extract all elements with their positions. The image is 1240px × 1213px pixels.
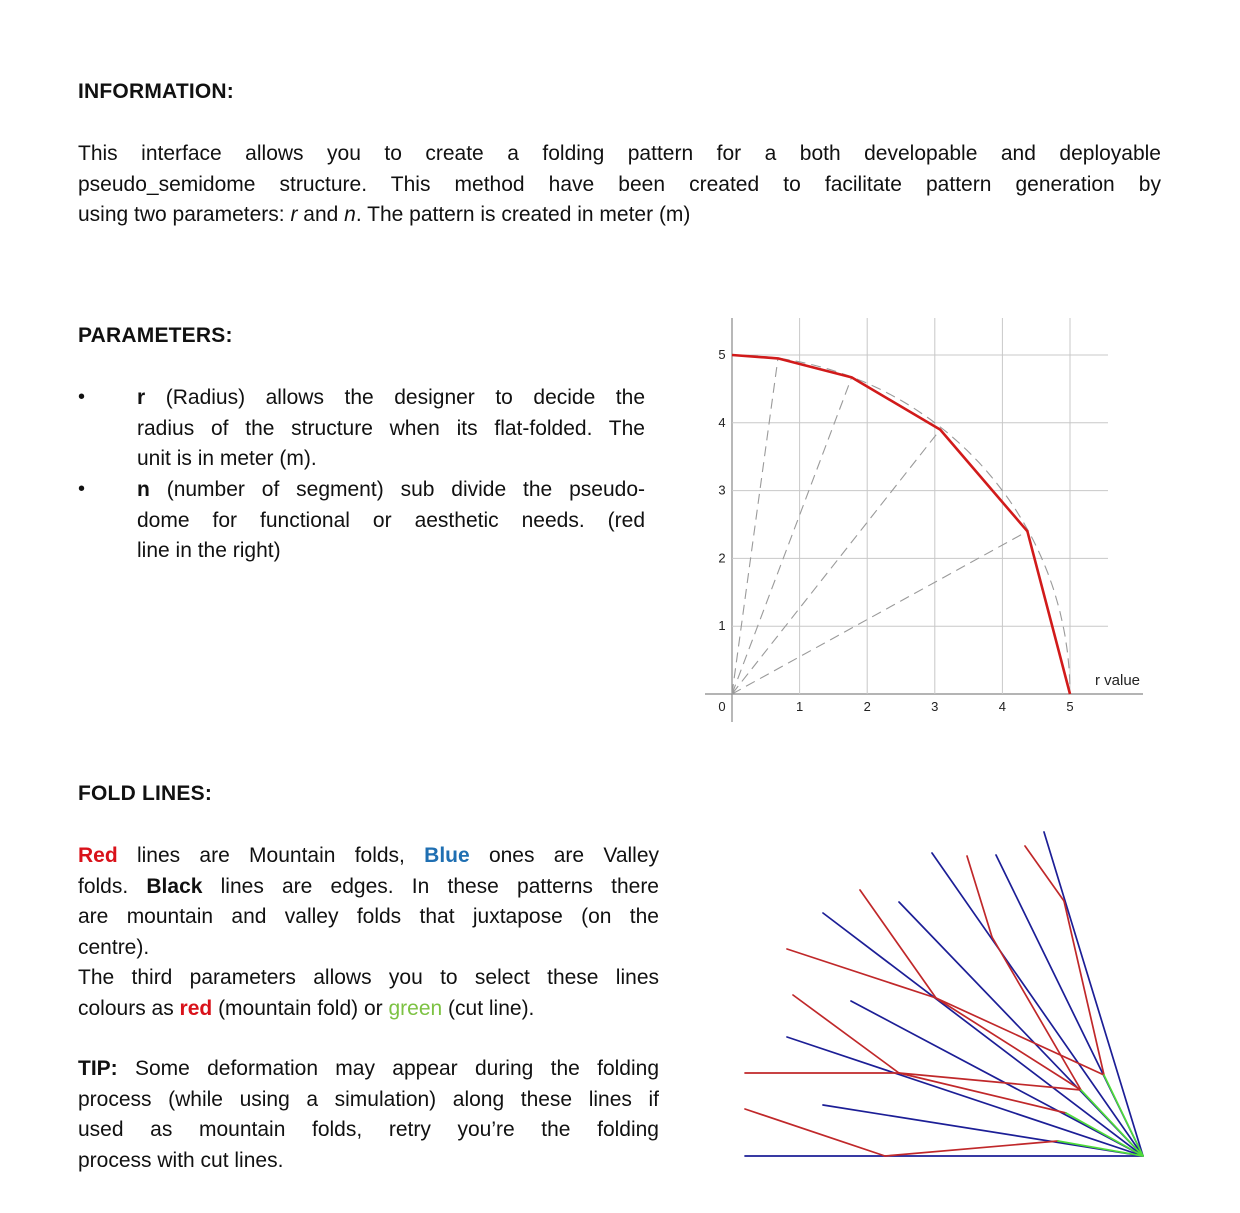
- y-tick-label: 3: [718, 482, 726, 498]
- text-fragment: using two parameters:: [78, 203, 291, 226]
- pattern-lines: [745, 832, 1143, 1156]
- y-tick-label: 4: [718, 414, 726, 430]
- bullet-symbol: •: [78, 386, 86, 408]
- pattern-line: [932, 853, 1143, 1156]
- pattern-line: [1044, 832, 1143, 1156]
- text-fragment: (Radius) allows the designer to decide the: [145, 386, 645, 409]
- text-fragment: folds.: [78, 874, 147, 898]
- fold-line-5: The third parameters allows you to select these lines: [78, 966, 659, 989]
- x-tick-label: 0: [718, 699, 726, 714]
- fold-lines-heading: FOLD LINES:: [78, 782, 213, 805]
- pattern-line: [787, 1037, 1143, 1156]
- text-fragment: lines are edges. In these patterns there: [202, 874, 659, 898]
- tip-line-2: process (while using a simulation) along these lines if: [78, 1087, 659, 1111]
- x-tick-label: 5: [1066, 699, 1074, 714]
- text-fragment: (number of segment) sub divide the pseudo-: [149, 478, 645, 501]
- text-fragment: (mountain fold) or: [212, 996, 389, 1020]
- green-label: green: [388, 996, 443, 1020]
- pattern-line: [936, 998, 1081, 1090]
- black-label: Black: [146, 874, 203, 898]
- y-tick-label: 1: [718, 618, 726, 634]
- text-fragment: colours as: [78, 996, 180, 1020]
- text-fragment: and: [297, 203, 345, 226]
- y-tick-label: 2: [718, 550, 726, 566]
- parameters-heading: PARAMETERS:: [78, 324, 233, 347]
- param-n-italic: n: [344, 203, 356, 226]
- text-fragment: . The pattern is created in meter (m): [355, 203, 691, 226]
- fold-line-3: are mountain and valley folds that juxtapose (on the: [78, 905, 659, 928]
- text-fragment: lines are Mountain folds,: [117, 844, 425, 867]
- pattern-line: [793, 995, 899, 1073]
- text-fragment: ones are Valley: [469, 844, 660, 867]
- pattern-line: [787, 949, 936, 998]
- red-label: Red: [78, 844, 118, 867]
- tip-label: TIP:: [78, 1057, 118, 1080]
- parameter-r-line-2: radius of the structure when its flat-folded. The: [137, 416, 645, 440]
- y-tick-label: 5: [718, 347, 726, 362]
- x-tick-label: 3: [931, 699, 939, 714]
- information-line-1: This interface allows you to create a folding pattern for a both developable and deployable: [78, 142, 1161, 165]
- param-key: r: [137, 386, 146, 409]
- x-axis-label: r value: [1095, 672, 1141, 689]
- information-line-2: pseudo_semidome structure. This method have been created to facilitate pattern generation by: [78, 172, 1161, 196]
- x-tick-label: 2: [863, 699, 871, 714]
- parameter-n-line-2: dome for functional or aesthetic needs. (red: [137, 508, 645, 532]
- pattern-line: [860, 890, 936, 998]
- pattern-line: [885, 1141, 1058, 1156]
- bullet-symbol: •: [78, 478, 86, 500]
- pattern-line: [967, 856, 992, 937]
- information-heading: INFORMATION:: [78, 80, 234, 103]
- pattern-line: [745, 1109, 885, 1156]
- x-tick-label: 4: [998, 699, 1007, 714]
- tip-line-3: used as mountain folds, retry you’re the folding: [78, 1118, 659, 1141]
- text-fragment: Some deformation may appear during the folding: [117, 1057, 659, 1080]
- tip-line-4: process with cut lines.: [78, 1148, 284, 1172]
- text-fragment: (cut line).: [442, 996, 535, 1020]
- param-r-italic: r: [290, 203, 298, 226]
- parameter-n-line-3: line in the right): [137, 539, 281, 562]
- x-tick-label: 1: [795, 699, 804, 714]
- pattern-line: [1104, 1075, 1143, 1156]
- parameter-r-line-3: unit is in meter (m).: [137, 447, 317, 470]
- pattern-line: [1025, 846, 1064, 901]
- blue-label: Blue: [424, 844, 470, 867]
- fold-line-4: centre).: [78, 935, 150, 959]
- param-key: n: [137, 478, 150, 501]
- red-label: red: [179, 996, 213, 1020]
- pattern-line: [1064, 901, 1104, 1075]
